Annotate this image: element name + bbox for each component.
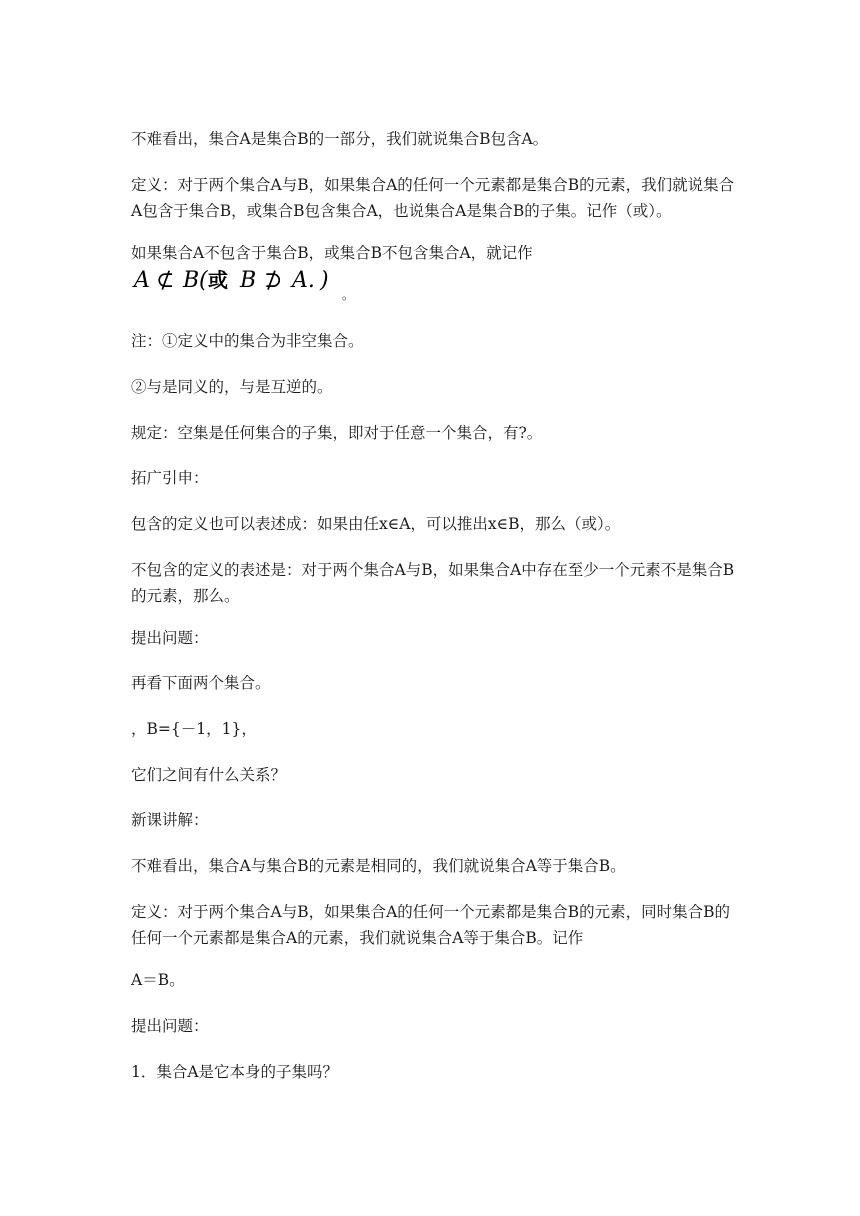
paragraph-extension-heading: 拓广引申： xyxy=(131,469,209,487)
formula-a2: A. xyxy=(292,268,315,293)
formula-not-subset-symbol: ⊄ xyxy=(156,268,175,293)
paragraph-definition-subset: 定义：对于两个集合A与B，如果集合A的任何一个元素都是集合B的元素，我们就说集合A包含于集合B，或集合B包含集合A，也说集合A是集合B的子集。记作（或）。 xyxy=(131,176,735,220)
formula-open-paren: ( xyxy=(199,268,208,293)
formula-a: A xyxy=(134,268,150,293)
paragraph-question-1: 1．集合A是它本身的子集吗？ xyxy=(131,1063,339,1081)
formula-tail-punct: 。 xyxy=(342,288,355,302)
paragraph-definition-equal: 定义：对于两个集合A与B，如果集合A的任何一个元素都是集合B的元素，同时集合B的任何一个元素都是集合A的元素，我们就说集合A等于集合B。记作 xyxy=(131,903,731,947)
paragraph-note-2: ②与是同义的，与是互逆的。 xyxy=(131,378,333,396)
paragraph-extension-2: 不包含的定义的表述是：对于两个集合A与B，如果集合A中存在至少一个元素不是集合B的元素，那么。 xyxy=(131,561,735,605)
formula-not-superset-symbol: ⊅ xyxy=(264,268,283,293)
paragraph-new-lesson-heading: 新课讲解： xyxy=(131,811,209,829)
formula-close-paren: ) xyxy=(320,268,329,293)
formula-or: 或 xyxy=(208,268,228,292)
not-subset-formula xyxy=(132,263,362,303)
formula-b2: B xyxy=(240,268,257,293)
paragraph-not-subset: 如果集合A不包含于集合B，或集合B不包含集合A，就记作 xyxy=(131,244,533,262)
paragraph-question-heading: 提出问题： xyxy=(131,629,209,647)
paragraph-note-1: 注：①定义中的集合为非空集合。 xyxy=(131,332,364,350)
paragraph-extension-1: 包含的定义也可以表述成：如果由任x∈A，可以推出x∈B，那么（或）。 xyxy=(131,515,621,533)
paragraph-question-heading-2: 提出问题： xyxy=(131,1017,209,1035)
paragraph-relation-question: 它们之间有什么关系？ xyxy=(131,766,287,784)
paragraph-a-equals-b: A＝B。 xyxy=(131,971,185,989)
paragraph-set-b: ，B={－1，1}， xyxy=(131,720,257,738)
paragraph-rule-empty-set: 规定：空集是任何集合的子集，即对于任意一个集合，有?。 xyxy=(131,424,543,442)
paragraph-two-sets: 再看下面两个集合。 xyxy=(131,674,271,692)
paragraph-1: 不难看出，集合A是集合B的一部分，我们就说集合B包含A。 xyxy=(131,130,549,148)
formula-b: B xyxy=(183,268,200,293)
paragraph-equal-sets: 不难看出，集合A与集合B的元素是相同的，我们就说集合A等于集合B。 xyxy=(131,857,626,875)
